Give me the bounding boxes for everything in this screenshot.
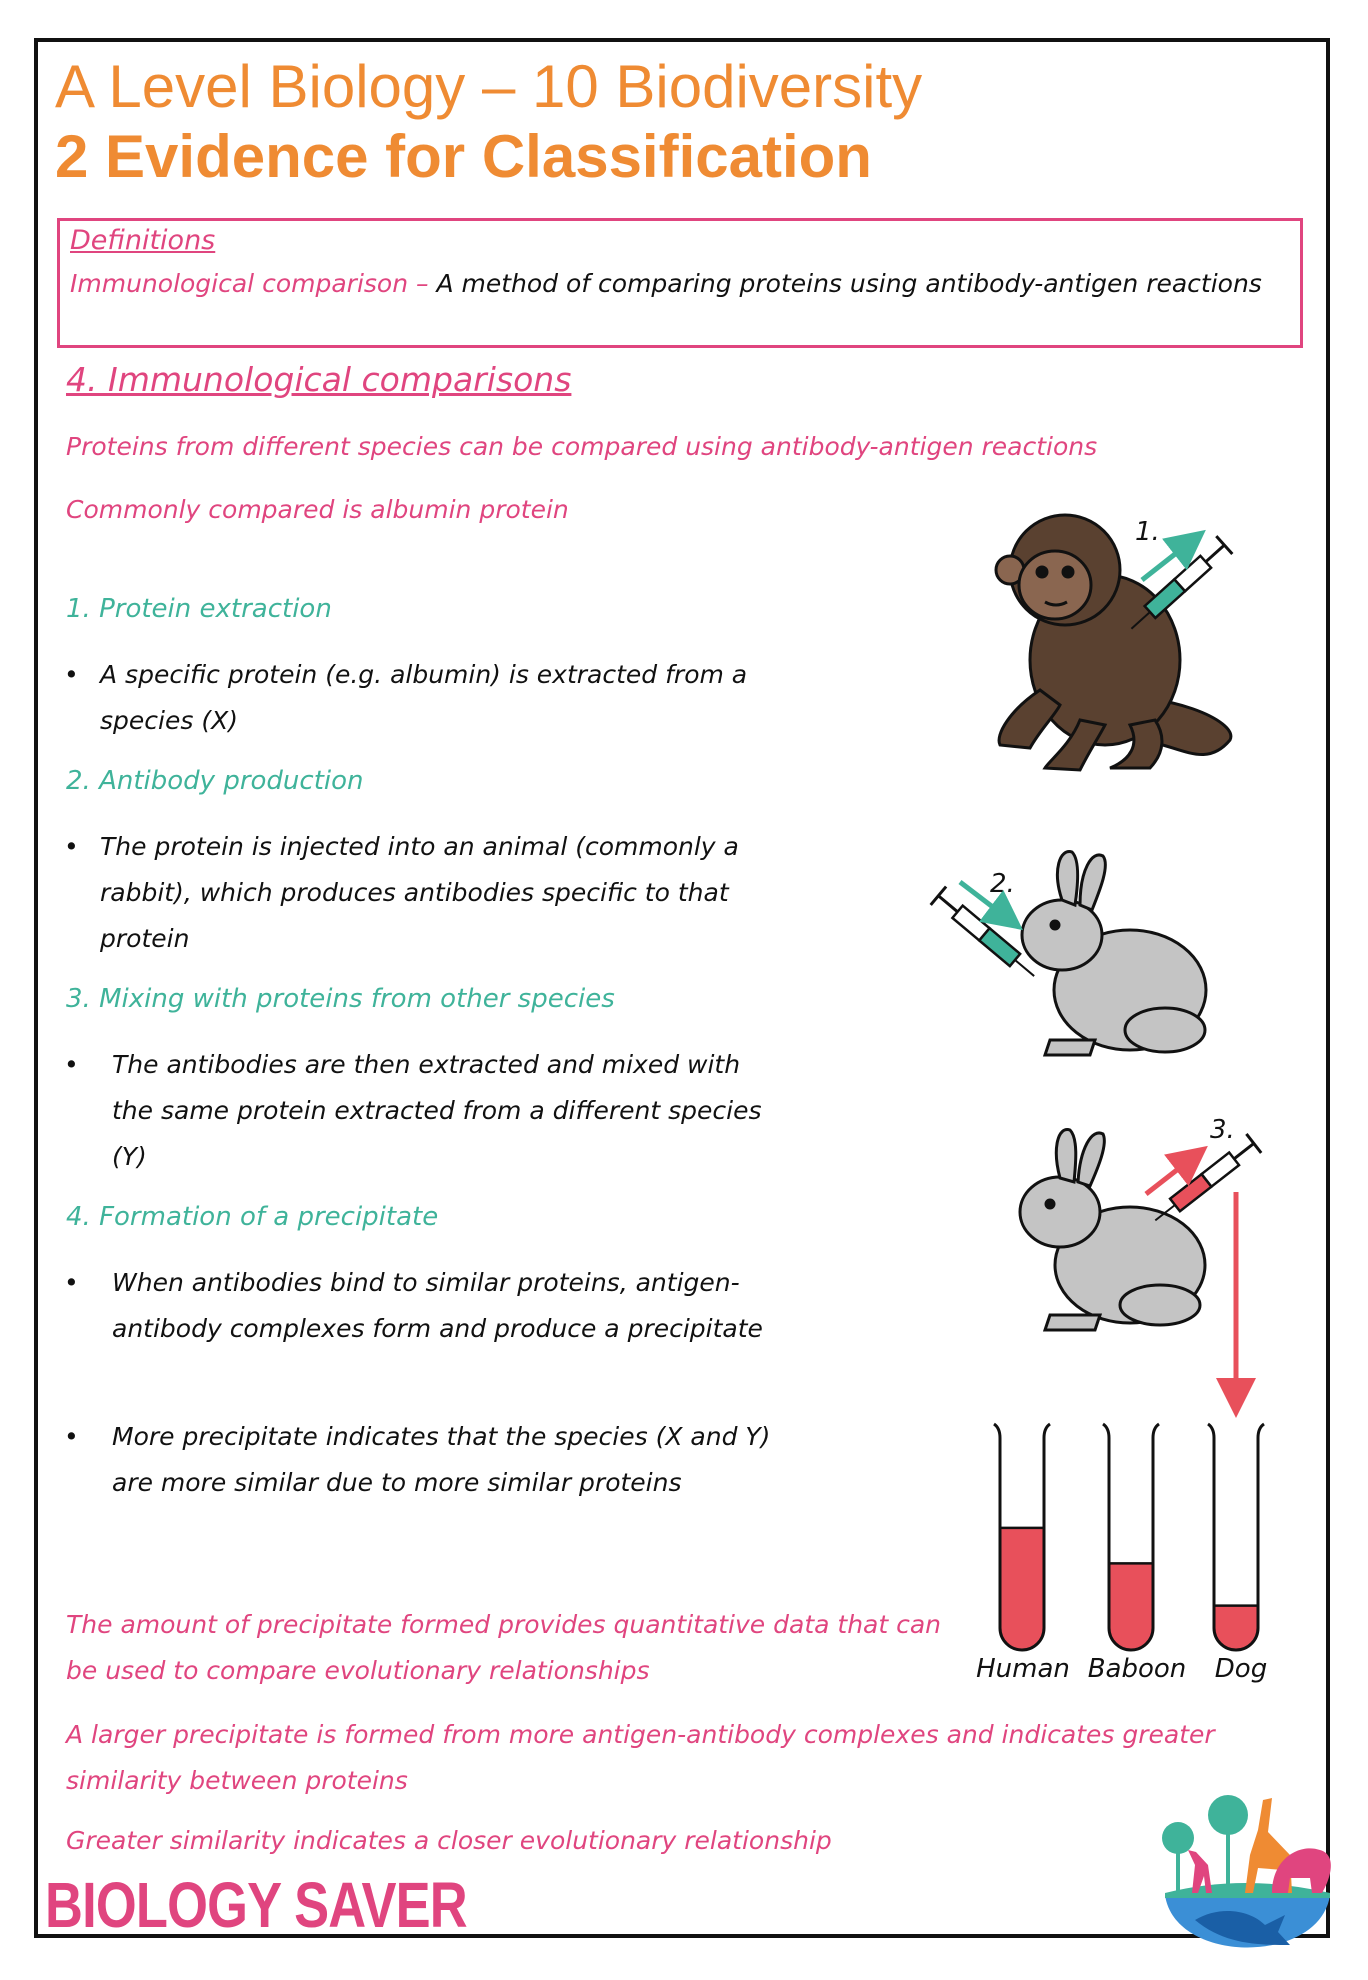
step-4-bullet-2-text: More precipitate indicates that the species (X and Y) are more similar due to more similar proteins	[112, 1422, 771, 1497]
diagram-label-2: 2.	[990, 869, 1015, 899]
step-4-bullet-1-text: When antibodies bind to similar proteins, antigen-antibody complexes form and produce a precipitate	[112, 1268, 763, 1343]
tube-label-dog: Dog	[1214, 1654, 1268, 1684]
step-1-bullet: • A specific protein (e.g. albumin) is extracted from a species (X)	[64, 652, 764, 744]
page-subtitle: 2 Evidence for Classification	[55, 123, 872, 190]
step-1-bullet-text: A specific protein (e.g. albumin) is extracted from a species (X)	[100, 660, 748, 735]
definitions-heading: Definitions	[70, 225, 216, 256]
tube-label-baboon: Baboon	[1087, 1654, 1187, 1684]
step-4-bullet-2: • More precipitate indicates that the species (X and Y) are more similar due to more similar proteins	[64, 1414, 784, 1506]
monkey-illustration	[996, 515, 1231, 770]
rabbit-illustration-2	[1020, 1130, 1205, 1330]
step-1-title: 1. Protein extraction	[66, 594, 332, 624]
step-2-bullet: • The protein is injected into an animal (commonly a rabbit), which produces antibodies specific to that protein	[64, 824, 804, 962]
step-4-bullet-1: • When antibodies bind to similar proteins, antigen-antibody complexes form and produce a precipitate	[64, 1260, 804, 1352]
test-tubes	[994, 1424, 1264, 1650]
conclusion-2: A larger precipitate is formed from more antigen-antibody complexes and indicates greater similarity between proteins	[66, 1720, 1215, 1795]
tube-precipitate-human	[1000, 1528, 1044, 1650]
conclusion-1: The amount of precipitate formed provides quantitative data that can be used to compare evolutionary relationships	[66, 1610, 942, 1685]
tube-label-human: Human	[976, 1654, 1070, 1684]
page-title: A Level Biology – 10 Biodiversity	[55, 53, 923, 120]
diagram-label-3: 3.	[1210, 1115, 1235, 1145]
definition-term: Immunological comparison –	[70, 269, 437, 298]
rabbit-illustration-1	[1022, 852, 1206, 1055]
step-3-title: 3. Mixing with proteins from other species	[66, 984, 615, 1014]
section-heading: 4. Immunological comparisons	[66, 360, 572, 399]
diagram-label-1: 1.	[1135, 517, 1160, 547]
step-4-title: 4. Formation of a precipitate	[66, 1202, 439, 1232]
step-2-title: 2. Antibody production	[66, 766, 364, 796]
brand-logo: BIOLOGY SAVER	[45, 1869, 467, 1941]
intro-text-1: Proteins from different species can be compared using antibody-antigen reactions	[66, 432, 1098, 461]
tube-precipitate-baboon	[1109, 1563, 1153, 1650]
step-3-bullet: • The antibodies are then extracted and mixed with the same protein extracted from a different species (Y)	[64, 1042, 764, 1180]
wildlife-logo-icon	[1162, 1795, 1331, 1948]
step-2-bullet-text: The protein is injected into an animal (commonly a rabbit), which produces antibodies specific to that protein	[100, 832, 739, 953]
intro-text-2: Commonly compared is albumin protein	[66, 495, 569, 524]
step-3-bullet-text: The antibodies are then extracted and mixed with the same protein extracted from a different species (Y)	[112, 1050, 762, 1171]
conclusion-3: Greater similarity indicates a closer evolutionary relationship	[66, 1826, 832, 1855]
definition-text: A method of comparing proteins using antibody-antigen reactions	[436, 269, 1262, 298]
